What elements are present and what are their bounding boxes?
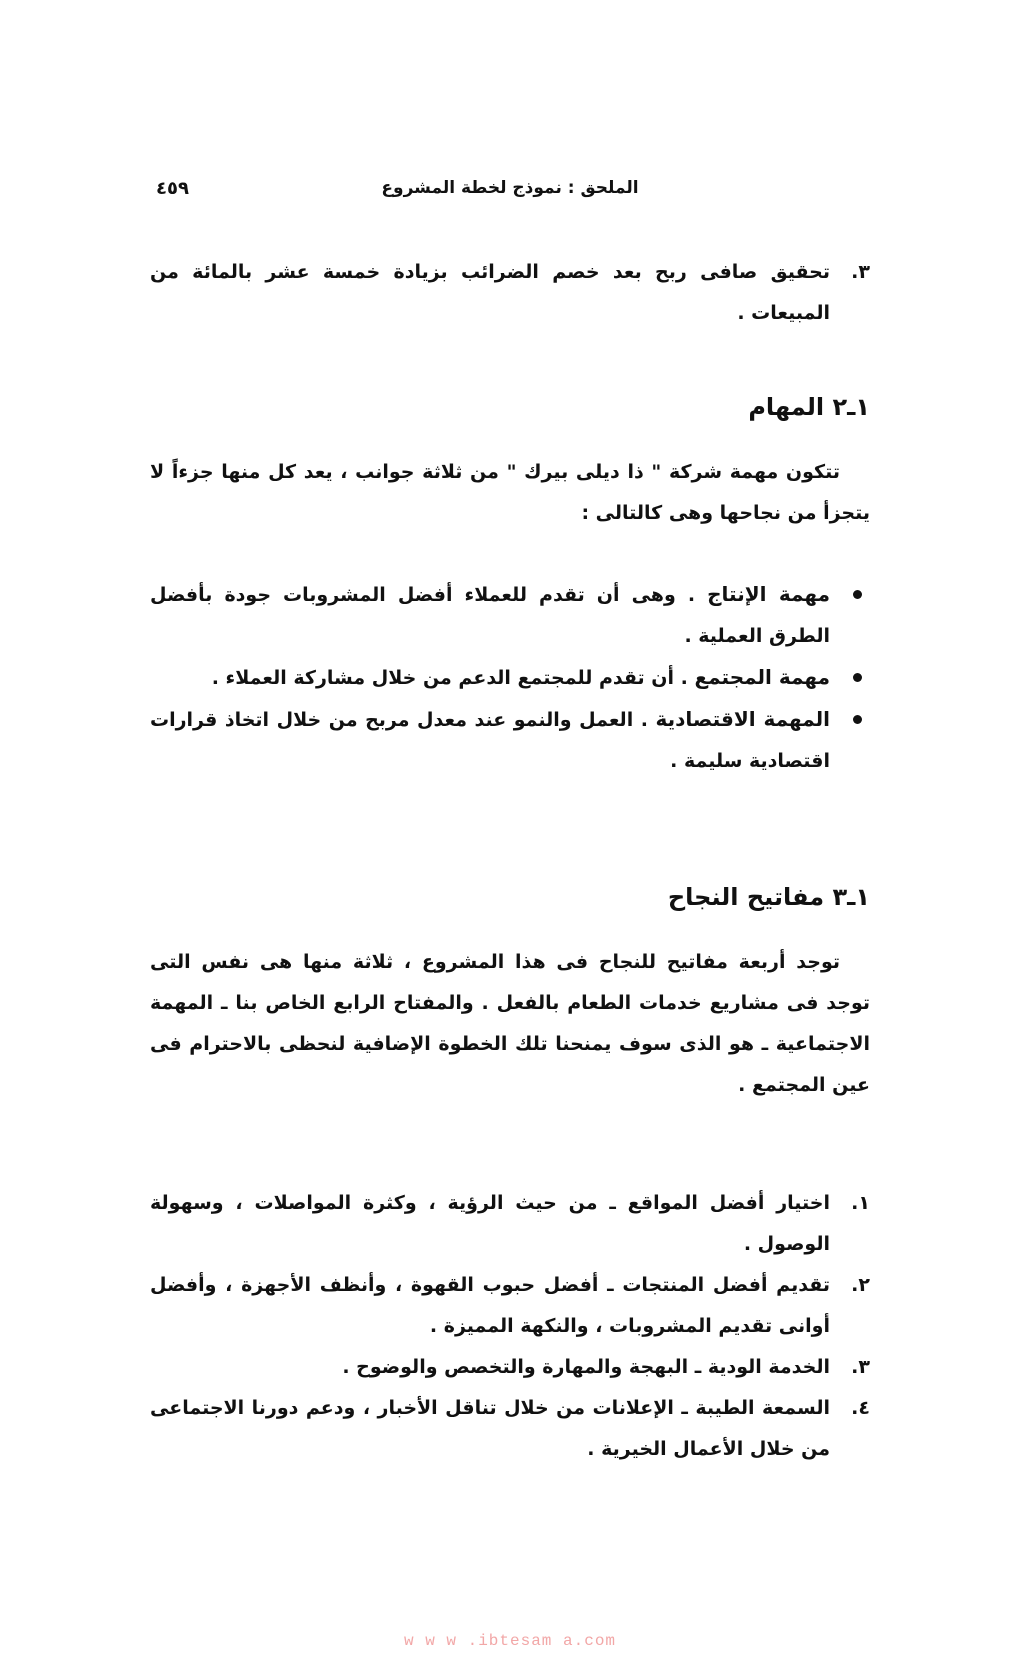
item-marker: ١. — [851, 1192, 870, 1214]
numbered-item — [150, 1347, 870, 1388]
keys-numbered-list — [150, 1183, 870, 1470]
intro-numbered-item — [150, 252, 870, 334]
section-heading-keys: ١ـ٣ مفاتيح النجاح — [667, 883, 870, 911]
numbered-item — [150, 1183, 870, 1265]
numbered-item — [150, 1265, 870, 1347]
bullet-term: مهمة المجتمع — [694, 665, 830, 689]
bullet-text: . العمل والنمو عند معدل مربح من خلال اتخاذ قرارات اقتصادية سليمة . — [150, 709, 830, 772]
missions-paragraph: تتكون مهمة شركة " ذا ديلى بيرك " من ثلاثة جوانب ، يعد كل منها جزءاً لا يتجزأ من نجاحها وهى كالتالى : — [150, 461, 870, 524]
item-marker: ٣. — [851, 1356, 870, 1378]
watermark: w w w .ibtesam a.com — [403, 1632, 617, 1650]
bullet-term: المهمة الاقتصادية — [655, 707, 830, 731]
item-marker: ٢. — [851, 1274, 870, 1296]
item-text: اختيار أفضل المواقع ـ من حيث الرؤية ، وكثرة المواصلات ، وسهولة الوصول . — [150, 1192, 830, 1255]
bullet-item — [150, 699, 870, 782]
keys-paragraph: توجد أربعة مفاتيح للنجاح فى هذا المشروع ، ثلاثة منها هى نفس التى توجد فى مشاريع خدمات الطعام بالفعل . والمفتاح الرابع الخاص بنا ـ المهمة الاجتماعية ـ هو الذى سوف يمنحنا تلك الخطوة الإضافية لنحظى بالاحترام فى عين المجتمع . — [150, 951, 870, 1096]
item-text: تقديم أفضل المنتجات ـ أفضل حبوب القهوة ، وأنظف الأجهزة ، وأفضل أوانى تقديم المشروبات ، والنكهة المميزة . — [150, 1274, 830, 1337]
chapter-title: الملحق : نموذج لخطة المشروع — [381, 178, 639, 198]
item-text: تحقيق صافى ربح بعد خصم الضرائب بزيادة خمسة عشر بالمائة من المبيعات . — [150, 261, 830, 324]
section-heading-missions: ١ـ٢ المهام — [748, 393, 870, 421]
bullet-item — [150, 657, 870, 699]
running-header — [150, 178, 870, 208]
bullet-text: . أن تقدم للمجتمع الدعم من خلال مشاركة العملاء . — [211, 667, 688, 689]
item-marker: ٤. — [851, 1397, 870, 1419]
numbered-item — [150, 1388, 870, 1470]
page-number: ٤٥٩ — [156, 178, 189, 199]
bullet-item — [150, 574, 870, 657]
missions-bullet-list — [150, 574, 870, 782]
bullet-term: مهمة الإنتاج — [707, 582, 830, 606]
item-text: الخدمة الودية ـ البهجة والمهارة والتخصص والوضوح . — [342, 1356, 830, 1378]
bullet-text: . وهى أن تقدم للعملاء أفضل المشروبات جودة بأفضل الطرق العملية . — [150, 584, 830, 647]
item-marker: ٣. — [851, 261, 870, 283]
item-text: السمعة الطيبة ـ الإعلانات من خلال تناقل الأخبار ، ودعم دورنا الاجتماعى من خلال الأعمال الخيرية . — [150, 1397, 830, 1460]
